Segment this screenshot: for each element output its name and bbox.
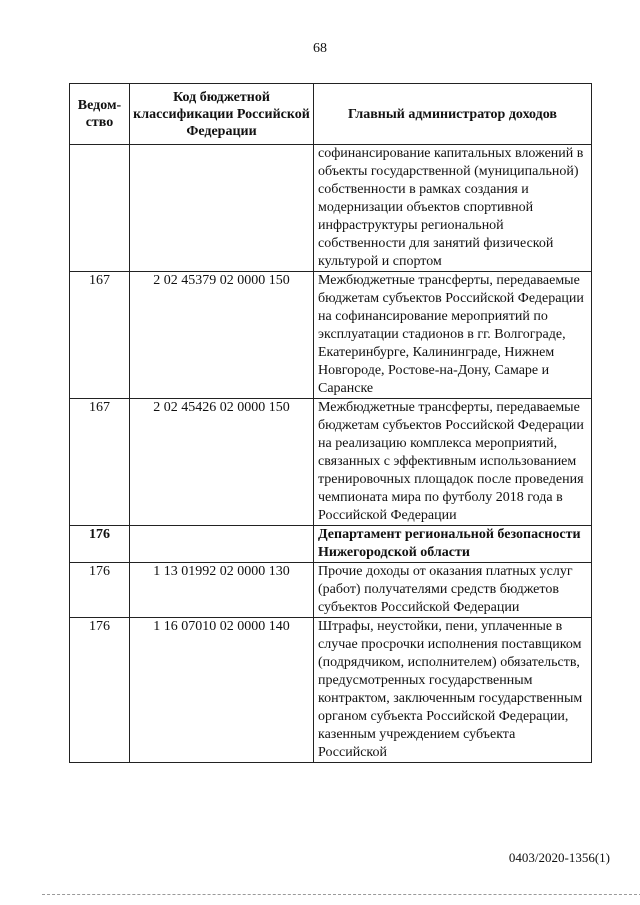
table-row xyxy=(70,618,592,763)
row-budget-code: 2 02 45379 02 0000 150 xyxy=(130,272,314,399)
row-budget-code: 1 13 01992 02 0000 130 xyxy=(130,563,314,618)
row-budget-code xyxy=(130,145,314,272)
header-administrator: Главный администратор доходов xyxy=(314,84,592,145)
document-code: 0403/2020-1356(1) xyxy=(508,850,610,865)
header-budget-code: Код бюджетной классификации Российской Федерации xyxy=(130,84,314,145)
row-administrator: Прочие доходы от оказания платных услуг (работ) получателями средств бюджетов субъектов Российской Федерации xyxy=(314,563,592,618)
row-department: 176 xyxy=(70,618,130,763)
row-administrator: Департамент региональной безопасности Нижегородской области xyxy=(314,526,592,563)
table-row-department-heading xyxy=(70,526,592,563)
row-department xyxy=(70,145,130,272)
row-administrator: Межбюджетные трансферты, передаваемые бюджетам субъектов Российской Федерации на софинансирование мероприятий по эксплуатации стадионов в гг. Волгограде, Екатеринбурге, Калининграде, Нижнем Новгороде, Ростове-на-Дону, Самаре и Саранске xyxy=(314,272,592,399)
revenue-administrators-table xyxy=(69,83,592,763)
page-bottom-rule xyxy=(42,894,640,895)
row-administrator: Штрафы, неустойки, пени, уплаченные в случае просрочки исполнения поставщиком (подрядчиком, исполнителем) обязательств, предусмотренных государственным контрактом, заключенным государственным органом субъекта Российской Федерации, казенным учреждением субъекта Российской xyxy=(314,618,592,763)
table-row xyxy=(70,563,592,618)
table-row xyxy=(70,272,592,399)
row-administrator: софинансирование капитальных вложений в объекты государственной (муниципальной) собственности в рамках создания и модернизации объектов спортивной инфраструктуры региональной собственности для занятий физической культурой и спортом xyxy=(314,145,592,272)
row-budget-code: 1 16 07010 02 0000 140 xyxy=(130,618,314,763)
row-department: 176 xyxy=(70,526,130,563)
row-administrator: Межбюджетные трансферты, передаваемые бюджетам субъектов Российской Федерации на реализацию комплекса мероприятий, связанных с эффективным использованием тренировочных площадок после проведения чемпионата мира по футболу 2018 года в Российской Федерации xyxy=(314,399,592,526)
row-department: 167 xyxy=(70,399,130,526)
table-row xyxy=(70,399,592,526)
header-department: Ведом-ство xyxy=(70,84,130,145)
page-number: 68 xyxy=(313,41,327,56)
table-row xyxy=(70,145,592,272)
row-department: 167 xyxy=(70,272,130,399)
row-budget-code: 2 02 45426 02 0000 150 xyxy=(130,399,314,526)
table-header-row xyxy=(70,84,592,145)
row-budget-code xyxy=(130,526,314,563)
row-department: 176 xyxy=(70,563,130,618)
